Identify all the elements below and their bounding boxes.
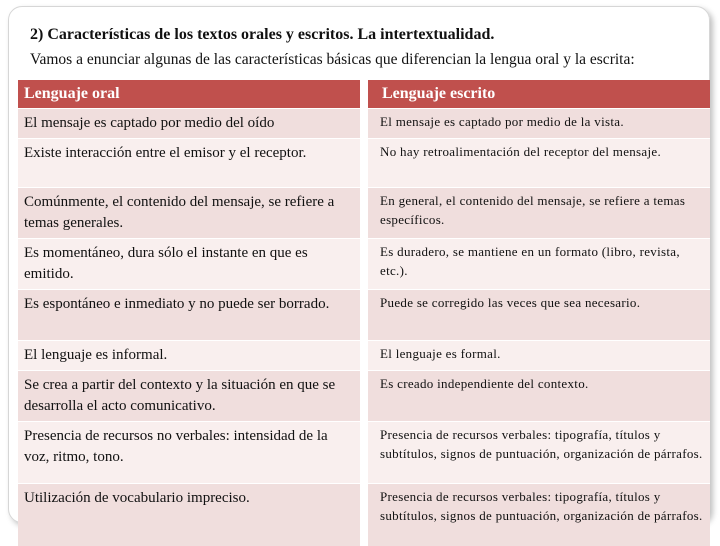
cell-escrito: Presencia de recursos verbales: tipografía, títulos y subtítulos, signos de puntuación, organización de párrafos. [364,422,710,484]
cell-oral: Es momentáneo, dura sólo el instante en que es emitido. [18,239,364,290]
cell-escrito: El lenguaje es formal. [364,341,710,371]
cell-oral: Es espontáneo e inmediato y no puede ser borrado. [18,290,364,341]
table-row [18,422,710,484]
cell-oral: Utilización de vocabulario impreciso. [18,484,364,546]
slide-heading: 2) Características de los textos orales y escritos. La intertextualidad. [30,26,495,43]
cell-escrito: En general, el contenido del mensaje, se refiere a temas específicos. [364,188,710,239]
header-lenguaje-escrito: Lenguaje escrito [364,80,710,109]
cell-escrito: Es duradero, se mantiene en un formato (libro, revista, etc.). [364,239,710,290]
table-row [18,109,710,139]
table-row [18,484,710,546]
cell-oral: Existe interacción entre el emisor y el receptor. [18,139,364,188]
slide-intro: Vamos a enunciar algunas de las características básicas que diferencian la lengua oral y la escrita: [30,51,635,68]
cell-escrito: Presencia de recursos verbales: tipografía, títulos y subtítulos, signos de puntuación, organización de párrafos. [364,484,710,546]
cell-oral: El lenguaje es informal. [18,341,364,371]
table-row [18,290,710,341]
comparison-table [18,80,710,546]
cell-escrito: Puede se corregido las veces que sea necesario. [364,290,710,341]
cell-escrito: Es creado independiente del contexto. [364,371,710,422]
cell-oral: Presencia de recursos no verbales: intensidad de la voz, ritmo, tono. [18,422,364,484]
cell-escrito: No hay retroalimentación del receptor del mensaje. [364,139,710,188]
table-row [18,239,710,290]
table-row [18,188,710,239]
cell-escrito: El mensaje es captado por medio de la vista. [364,109,710,139]
cell-oral: El mensaje es captado por medio del oído [18,109,364,139]
header-lenguaje-oral: Lenguaje oral [18,80,364,109]
cell-oral: Se crea a partir del contexto y la situación en que se desarrolla el acto comunicativo. [18,371,364,422]
table-row [18,139,710,188]
table-row [18,371,710,422]
table-header-row [18,80,710,109]
table-row [18,341,710,371]
cell-oral: Comúnmente, el contenido del mensaje, se refiere a temas generales. [18,188,364,239]
